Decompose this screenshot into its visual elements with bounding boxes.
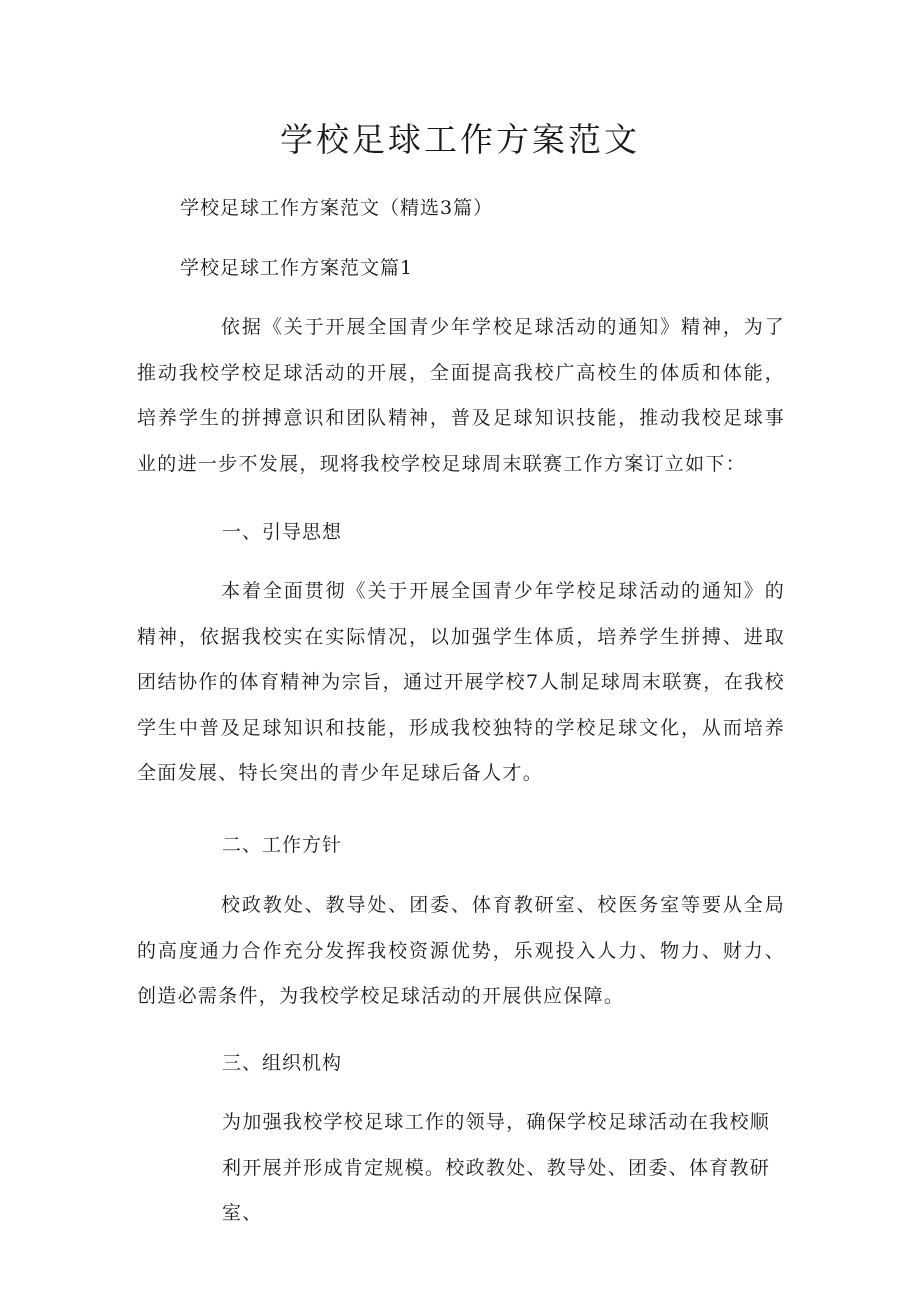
intro-paragraph: 依据《关于开展全国青少年学校足球活动的通知》精神，为了推动我校学校足球活动的开展，全面提高我校广高校生的体质和体能，培养学生的拼搏意识和团队精神，普及足球知识技能，推动我校足球事业的进一步不发展，现将我校学校足球周末联赛工作方案订立如下： (137, 316, 785, 475)
section-heading-work-policy: 二、工作方针 (222, 834, 343, 856)
section-heading-organization: 三、组织机构 (222, 1052, 343, 1074)
section-body-work-policy: 校政教处、教导处、团委、体育教研室、校医务室等要从全局的高度通力合作充分发挥我校资源优势，乐观投入人力、物力、财力、创造必需条件，为我校学校足球活动的开展供应保障。 (137, 894, 785, 1007)
document-title: 学校足球工作方案范文 (280, 120, 640, 159)
section-heading-guiding-thought: 一、引导思想 (222, 521, 343, 543)
document-subtitle: 学校足球工作方案范文（精选3篇） (180, 197, 494, 219)
article-heading: 学校足球工作方案范文篇1 (180, 257, 414, 279)
section-body-guiding-thought: 本着全面贯彻《关于开展全国青少年学校足球活动的通知》的精神，依据我校实在实际情况，以加强学生体质，培养学生拼搏、进取团结协作的体育精神为宗旨，通过开展学校7人制足球周末联赛，在我校学生中普及足球知识和技能，形成我校独特的学校足球文化，从而培养全面发展、特长突出的青少年足球后备人才。 (137, 580, 785, 784)
section-body-organization: 为加强我校学校足球工作的领导，确保学校足球活动在我校顺利开展并形成肯定规模。校政教处、教导处、团委、体育教研室、 (222, 1111, 771, 1224)
